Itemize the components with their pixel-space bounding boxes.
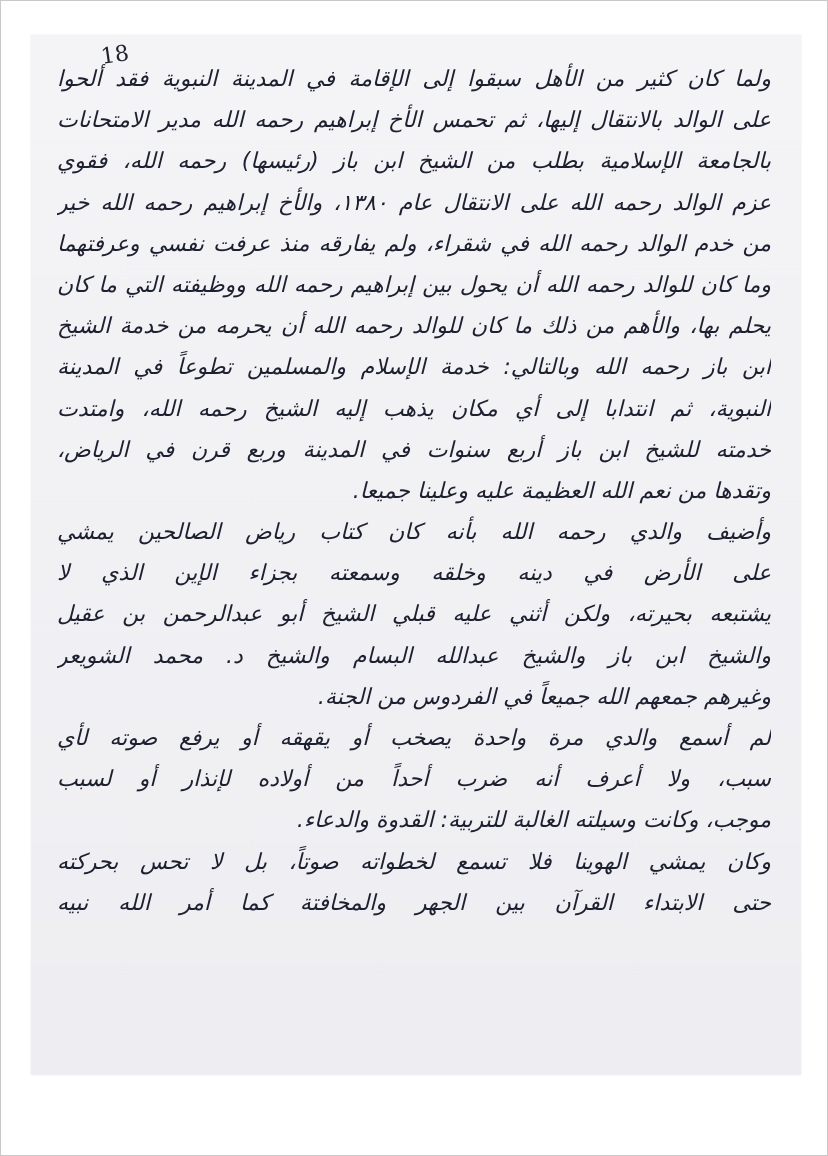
page-number: 18 bbox=[99, 41, 131, 70]
text-line: بالجامعة الإسلامية بطلب من الشيخ ابن باز (رئيسها) رحمه الله، فقوي bbox=[57, 149, 771, 175]
text-line: موجب، وكانت وسيلته الغالبة للتربية: القدوة والدعاء. bbox=[296, 808, 771, 834]
text-line: خدمته للشيخ ابن باز أربع سنوات في المدينة وربع قرن في الرياض، bbox=[57, 437, 771, 463]
text-line: من خدم الوالد رحمه الله في شقراء، ولم يفارقه منذ عرفت نفسي وعرفتهما bbox=[57, 231, 771, 257]
text-line: وغيرهم جمعهم الله جميعاً في الفردوس من الجنة. bbox=[317, 684, 771, 710]
text-line: لم أسمع والدي مرة واحدة يصخب أو يقهقه أو يرفع صوته لأي bbox=[57, 726, 771, 751]
text-line: ابن باز رحمه الله وبالتالي: خدمة الإسلام والمسلمين تطوعاً في المدينة bbox=[57, 355, 771, 381]
text-line: وتقدها من نعم الله العظيمة عليه وعلينا جميعا. bbox=[352, 478, 771, 504]
scanned-page bbox=[31, 35, 801, 1075]
handwritten-text-block bbox=[57, 59, 771, 924]
text-line: والشيخ ابن باز والشيخ عبدالله البسام والشيخ د. محمد الشويعر bbox=[57, 643, 771, 669]
text-line: سبب، ولا أعرف أنه ضرب أحداً من أولاده لإنذار أو لسبب bbox=[57, 767, 771, 793]
text-line: يشتبعه بحيرته، ولكن أثني عليه قبلي الشيخ أبو عبدالرحمن بن عقيل bbox=[57, 602, 771, 628]
text-line: ولما كان كثير من الأهل سبقوا إلى الإقامة في المدينة النبوية فقد ألحوا bbox=[57, 67, 771, 92]
text-line: وما كان للوالد رحمه الله أن يحول بين إبراهيم رحمه الله ووظيفته التي ما كان bbox=[57, 272, 771, 298]
text-line: عزم الوالد رحمه الله على الانتقال عام ١٣٨٠، والأخ إبراهيم رحمه الله خير bbox=[57, 190, 771, 216]
text-line: على الوالد بالانتقال إليها، ثم تحمس الأخ إبراهيم رحمه الله مدير الامتحانات bbox=[57, 108, 771, 134]
text-line: يحلم بها، والأهم من ذلك ما كان للوالد رحمه الله أن يحرمه من خدمة الشيخ bbox=[57, 314, 771, 340]
text-line: وكان يمشي الهوينا فلا تسمع لخطواته صوتاً، بل لا تحس بحركته bbox=[57, 849, 771, 875]
text-line: حتى الابتداء القرآن بين الجهر والمخافتة كما أمر الله نبيه bbox=[57, 890, 771, 916]
text-line: على الأرض في دينه وخلقه وسمعته بجزاء الإين الذي لا bbox=[57, 561, 771, 587]
text-line: وأضيف والدي رحمه الله بأنه كان كتاب رياض الصالحين يمشي bbox=[57, 520, 771, 546]
text-line: النبوية، ثم انتدابا إلى أي مكان يذهب إليه الشيخ رحمه الله، وامتدت bbox=[57, 396, 771, 422]
